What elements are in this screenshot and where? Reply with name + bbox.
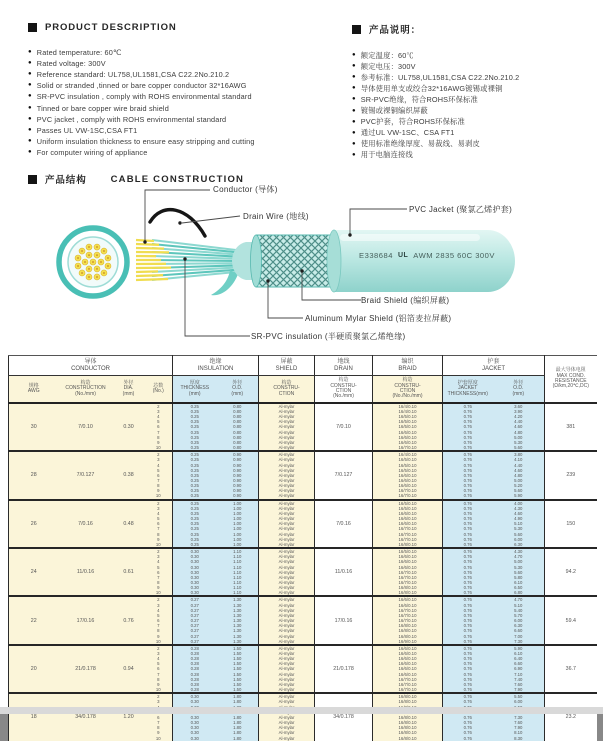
spec-table-head	[9, 356, 597, 403]
cell-braid: 16/5/0.10 16/5/0.10 16/6/0.10 16/6/0.10 16/6/0.10 16/7/0.10 16/7/0.10 16/7/0.10 16/8/0.10	[373, 500, 443, 548]
cell-shield: Al-mylar Al-mylar Al-mylar Al-mylar Al-mylar Al-mylar Al-mylar Al-mylar Al-mylar	[259, 500, 315, 548]
bullet-text: SR-PVC insulation , comply with ROHS environmental standard	[37, 92, 252, 101]
cell-construction: 21/0.178	[59, 645, 113, 693]
aluminum-mylar-label: Aluminum Mylar Shield (铝箔麦拉屏蔽)	[305, 313, 451, 324]
bullet-icon: ●	[28, 80, 32, 91]
cell-resistance: 381	[545, 403, 597, 451]
bullet-icon: ●	[28, 69, 32, 80]
cell-ins-od: 0.80 0.80 0.80 0.80 0.80 0.80 0.80 0.80 0.80	[217, 403, 259, 451]
cell-dia: 0.94	[113, 645, 145, 693]
cell-construction: 7/0.16	[59, 500, 113, 548]
product-description-cn-heading	[352, 22, 600, 36]
cell-cores: 2 3 4 5 6 7 8 9 10	[145, 596, 173, 644]
table-row-awg-28	[9, 451, 597, 499]
bullet-item	[352, 139, 600, 150]
group-header-insulation: 绝缘 INSULATION	[173, 356, 259, 376]
bullet-icon: ●	[352, 94, 356, 105]
square-bullet-icon	[352, 25, 361, 34]
product-description-section	[28, 22, 346, 158]
cell-drain: 7/0.127	[315, 451, 373, 499]
bullet-icon: ●	[352, 50, 356, 61]
cell-jacket-od: 4.30 4.70 5.00 5.30 5.60 5.80 6.10 6.50 6.80	[493, 548, 545, 596]
bullet-text: Rated temperature: 60℃	[37, 48, 122, 57]
cell-braid: 16/8/0.10 16/8/0.10 16/8/0.10 16/8/0.10 16/8/0.10 16/8/0.10 16/8/0.10	[373, 693, 443, 740]
cell-awg: 22	[9, 596, 59, 644]
cell-ins-thickness: 0.25 0.25 0.25 0.25 0.25 0.25 0.25 0.25 0.25	[173, 500, 217, 548]
table-row-awg-26	[9, 500, 597, 548]
cell-jacket-od: 4.00 4.30 4.60 4.90 5.10 5.30 5.60 6.00 6.30	[493, 500, 545, 548]
col-header-max-resistance: 最大导体电阻 MAX COND. RESISTANCE (Ω/km,20℃,DC)	[545, 356, 597, 403]
bullet-item	[352, 105, 600, 116]
cell-shield: Al-mylar Al-mylar Al-mylar Al-mylar Al-mylar Al-mylar Al-mylar Al-mylar Al-mylar	[259, 645, 315, 693]
bullet-item	[28, 58, 346, 69]
bullet-item	[28, 147, 346, 158]
cell-shield: Al-mylar Al-mylar Al-mylar Al-mylar Al-mylar Al-mylar Al-mylar Al-mylar Al-mylar	[259, 451, 315, 499]
col-header: 构造 CONSTRU- CTION	[259, 376, 315, 403]
col-header: 构造 CONSTRUCTION (No./mm)	[59, 376, 113, 403]
bullet-icon: ●	[352, 128, 356, 139]
jacket-shape	[327, 230, 515, 292]
bullet-item	[28, 114, 346, 125]
cell-drain: 21/0.178	[315, 645, 373, 693]
bullet-icon: ●	[352, 150, 356, 161]
bullet-text: Uniform insulation thickness to ensure easy stripping and cutting	[37, 137, 255, 146]
cell-ins-thickness: 0.28 0.28 0.28 0.28 0.28 0.28 0.28 0.28 0.28	[173, 645, 217, 693]
bullet-icon: ●	[352, 61, 356, 72]
bullet-item	[28, 125, 346, 136]
bullet-item	[352, 150, 600, 161]
drain-wire-label: Drain Wire (地线)	[243, 211, 309, 222]
bullet-icon: ●	[352, 72, 356, 83]
ul-mark-icon: UL	[398, 252, 408, 259]
bullet-item	[352, 50, 600, 61]
cell-awg: 20	[9, 645, 59, 693]
product-description-list	[28, 47, 346, 158]
cell-cores: 2 3 4 5 6 7 8 9 10	[145, 451, 173, 499]
bullet-text: 额定电压：300V	[361, 62, 416, 72]
cell-resistance: 94.2	[545, 548, 597, 596]
bullet-text: Passes UL VW-1SC,CSA FT1	[37, 126, 138, 135]
cell-ins-thickness: 0.25 0.25 0.25 0.25 0.25 0.25 0.25 0.25 0.25	[173, 403, 217, 451]
col-header: 构造 CONSTRU- CTION (No./mm)	[315, 376, 373, 403]
cell-awg: 24	[9, 548, 59, 596]
sr-pvc-label: SR-PVC insulation (半硬质聚氯乙烯绝缘)	[251, 331, 406, 342]
cell-ins-thickness: 0.27 0.27 0.27 0.27 0.27 0.27 0.27 0.27 0.27	[173, 596, 217, 644]
cell-ins-thickness: 0.30 0.30 0.30 0.30 0.30 0.30 0.30	[173, 693, 217, 740]
col-header: 外径 DIA. (mm)	[113, 376, 145, 403]
cell-braid: 16/6/0.10 16/6/0.10 16/6/0.10 16/6/0.10 16/6/0.10 16/6/0.10 16/7/0.10 16/7/0.10 16/7/0.10	[373, 645, 443, 693]
cell-cores: 2 3 6 7 8 9 10	[145, 693, 173, 740]
cell-braid: 16/6/0.10 16/6/0.10 16/7/0.10 16/7/0.10 16/7/0.10 16/8/0.10 16/8/0.10 16/8/0.10 16/9/0.10	[373, 596, 443, 644]
cell-awg: 30	[9, 403, 59, 451]
cell-ins-od: 1.00 1.00 1.00 1.00 1.00 1.00 1.00 1.00 1.00	[217, 500, 259, 548]
cell-cores: 2 3 4 5 6 7 8 9 10	[145, 548, 173, 596]
cell-ins-od: 0.90 0.90 0.90 0.90 0.90 0.90 0.90 0.90 0.90	[217, 451, 259, 499]
cell-jacket-thickness: 0.76 0.76 0.76 0.76 0.76 0.76 0.76 0.76 0.76	[443, 645, 493, 693]
bullet-item	[352, 117, 600, 128]
cell-drain: 34/0.178	[315, 693, 373, 740]
table-row-awg-20	[9, 645, 597, 693]
cross-section	[59, 228, 127, 296]
bullet-text: PVC护套，符合ROHS环保标准	[361, 117, 465, 127]
product-description-title: PRODUCT DESCRIPTION	[45, 22, 177, 33]
table-row-awg-22	[9, 596, 597, 644]
bullet-text: Solid or stranded ,tinned or bare copper conductor 32*16AWG	[37, 81, 247, 90]
cell-jacket-od: 3.80 4.10 4.40 4.60 4.80 5.00 5.20 5.60 5.90	[493, 451, 545, 499]
spec-table	[8, 355, 597, 741]
col-header: 厚度 THICKNESS (mm)	[173, 376, 217, 403]
page-bottom-strip	[0, 707, 603, 714]
table-row-awg-18	[9, 693, 597, 740]
col-header: 外径 O.D. (mm)	[217, 376, 259, 403]
cell-construction: 11/0.16	[59, 548, 113, 596]
cable-diagram	[0, 178, 603, 350]
cell-ins-thickness: 0.30 0.30 0.30 0.30 0.30 0.30 0.30 0.30 0.30	[173, 548, 217, 596]
bullet-icon: ●	[352, 117, 356, 128]
cell-cores: 2 3 4 5 6 7 8 9 10	[145, 645, 173, 693]
cell-dia: 0.61	[113, 548, 145, 596]
bullet-icon: ●	[28, 91, 32, 102]
col-header: 护套厚度 JACKET THICKNESS(mm)	[443, 376, 493, 403]
bullet-icon: ●	[352, 106, 356, 117]
bullet-icon: ●	[28, 125, 32, 136]
cell-shield: Al-mylar Al-mylar Al-mylar Al-mylar Al-mylar Al-mylar Al-mylar	[259, 693, 315, 740]
cell-drain: 7/0.16	[315, 500, 373, 548]
cell-construction: 17/0.16	[59, 596, 113, 644]
col-header: 构造 CONSTRU- CTION (No./No./mm)	[373, 376, 443, 403]
cell-awg: 28	[9, 451, 59, 499]
bullet-icon: ●	[28, 136, 32, 147]
cell-jacket-od: 5.90 6.10 6.40 6.60 6.90 7.10 7.40 7.60 7.90	[493, 645, 545, 693]
bullet-text: 参考标准：UL758,UL1581,CSA C22.2No.210.2	[361, 73, 520, 83]
cell-resistance: 59.4	[545, 596, 597, 644]
cell-resistance: 36.7	[545, 645, 597, 693]
bullet-text: SR-PVC绝缘，符合ROHS环保标准	[361, 95, 478, 105]
cell-jacket-thickness: 0.76 0.76 0.76 0.76 0.76 0.76 0.76 0.76 0.76	[443, 500, 493, 548]
drain-wire-shape	[150, 210, 205, 236]
cell-dia: 0.30	[113, 403, 145, 451]
bullet-item	[28, 47, 346, 58]
cell-resistance: 239	[545, 451, 597, 499]
cell-ins-thickness: 0.25 0.25 0.25 0.25 0.25 0.25 0.25 0.25 0.25	[173, 451, 217, 499]
cell-shield: Al-mylar Al-mylar Al-mylar Al-mylar Al-mylar Al-mylar Al-mylar Al-mylar Al-mylar	[259, 548, 315, 596]
bullet-text: 使用标准绝缘厚度、易裁线、易剥皮	[361, 139, 480, 149]
cell-jacket-od: 4.70 5.10 5.40 5.70 6.00 6.30 6.60 7.00 7.30	[493, 596, 545, 644]
cell-resistance: 150	[545, 500, 597, 548]
bullet-text: 导体使用单支或绞合32*16AWG镀锡或裸铜	[361, 84, 503, 94]
insulated-wires	[152, 240, 236, 280]
group-header-shield: 屏蔽 SHIELD	[259, 356, 315, 376]
bullet-item	[28, 69, 346, 80]
pvc-jacket-label: PVC Jacket (聚氯乙烯护套)	[409, 204, 512, 215]
cell-resistance: 23.2	[545, 693, 597, 740]
conductor-label: Conductor (导体)	[213, 184, 278, 195]
cell-jacket-thickness: 0.76 0.76 0.76 0.76 0.76 0.76 0.76 0.76 0.76	[443, 451, 493, 499]
product-description-heading	[28, 22, 346, 33]
group-header-braid: 编织 BRAID	[373, 356, 443, 376]
cell-braid: 16/4/0.10 16/4/0.10 16/5/0.10 16/5/0.10 16/5/0.10 16/6/0.10 16/6/0.10 16/6/0.10 16/7/0.10	[373, 403, 443, 451]
cell-drain: 7/0.10	[315, 403, 373, 451]
bullet-item	[28, 80, 346, 91]
cell-construction: 7/0.127	[59, 451, 113, 499]
cell-dia: 1.20	[113, 693, 145, 740]
cell-drain: 11/0.16	[315, 548, 373, 596]
cell-shield: Al-mylar Al-mylar Al-mylar Al-mylar Al-mylar Al-mylar Al-mylar Al-mylar Al-mylar	[259, 596, 315, 644]
cell-jacket-od: 5.50 6.00 7.30 7.60 7.90 8.10 8.30	[493, 693, 545, 740]
spec-table-body	[9, 403, 597, 741]
braid-shield-label: Braid Shield (编织屏蔽)	[361, 295, 449, 306]
cable-marking	[337, 251, 517, 260]
bullet-icon: ●	[352, 83, 356, 94]
group-header-conductor: 导体 CONDUCTOR	[9, 356, 173, 376]
bullet-item	[352, 72, 600, 83]
cell-shield: Al-mylar Al-mylar Al-mylar Al-mylar Al-mylar Al-mylar Al-mylar Al-mylar Al-mylar	[259, 403, 315, 451]
construction-heading-en: CABLE CONSTRUCTION	[111, 174, 245, 185]
bullet-icon: ●	[28, 147, 32, 158]
bullet-text: Reference standard: UL758,UL1581,CSA C22.2No.210.2	[37, 70, 229, 79]
bullet-icon: ●	[28, 103, 32, 114]
col-header: 芯数 (No.)	[145, 376, 173, 403]
bullet-icon: ●	[28, 114, 32, 125]
bullet-icon: ●	[352, 139, 356, 150]
cell-cores: 2 3 4 5 6 7 8 9 10	[145, 403, 173, 451]
cell-awg: 18	[9, 693, 59, 740]
product-description-cn-list	[352, 50, 600, 161]
cell-cores: 2 3 4 5 6 7 8 9 10	[145, 500, 173, 548]
product-description-cn-section	[352, 22, 600, 161]
cell-braid: 16/4/0.10 16/5/0.10 16/5/0.10 16/5/0.10 16/6/0.10 16/6/0.10 16/6/0.10 16/7/0.10 16/7/0.10	[373, 451, 443, 499]
col-header: 外径 O.D. (mm)	[493, 376, 545, 403]
bullet-text: 通过UL VW-1SC、CSA FT1	[361, 128, 455, 138]
table-row-awg-24	[9, 548, 597, 596]
marking-spec: AWM 2835 60C 300V	[413, 251, 495, 260]
group-header-jacket: 护套 JACKET	[443, 356, 545, 376]
bullet-text: 用于电脑连接线	[361, 150, 413, 160]
cell-dia: 0.48	[113, 500, 145, 548]
bullet-item	[28, 91, 346, 102]
product-description-cn-title: 产品说明：	[369, 22, 421, 36]
cell-jacket-thickness: 0.76 0.76 0.76 0.76 0.76 0.76 0.76	[443, 693, 493, 740]
bullet-text: 额定温度：60℃	[361, 51, 414, 61]
bullet-item	[352, 128, 600, 139]
col-header: 规格 AWG	[9, 376, 59, 403]
cell-jacket-thickness: 0.76 0.76 0.76 0.76 0.76 0.76 0.76 0.76 0.76	[443, 548, 493, 596]
bullet-text: PVC jacket , comply with ROHS environmental standard	[37, 115, 226, 124]
cell-drain: 17/0.16	[315, 596, 373, 644]
marking-cert-number: E338684	[359, 251, 393, 260]
bullet-item	[352, 61, 600, 72]
bullet-icon: ●	[28, 58, 32, 69]
square-bullet-icon	[28, 23, 37, 32]
construction-heading-cn: 产品结构	[45, 172, 87, 186]
cell-ins-od: 1.30 1.30 1.30 1.30 1.30 1.30 1.30 1.30 1.30	[217, 596, 259, 644]
bullet-icon: ●	[28, 47, 32, 58]
bullet-text: Rated voltage: 300V	[37, 59, 106, 68]
cell-awg: 26	[9, 500, 59, 548]
cell-construction: 34/0.178	[59, 693, 113, 740]
braid-section	[251, 235, 341, 287]
bullet-item	[28, 102, 346, 113]
cell-ins-od: 1.80 1.80 1.80 1.80 1.80 1.80 1.80	[217, 693, 259, 740]
cell-jacket-thickness: 0.76 0.76 0.76 0.76 0.76 0.76 0.76 0.76 0.76	[443, 596, 493, 644]
cell-dia: 0.76	[113, 596, 145, 644]
cell-dia: 0.38	[113, 451, 145, 499]
cell-jacket-thickness: 0.76 0.76 0.76 0.76 0.76 0.76 0.76 0.76 0.76	[443, 403, 493, 451]
cell-jacket-od: 3.60 3.90 4.20 4.40 4.60 4.80 5.00 5.30 5.60	[493, 403, 545, 451]
cell-braid: 16/5/0.10 16/6/0.10 16/6/0.10 16/6/0.10 16/7/0.10 16/7/0.10 16/7/0.10 16/8/0.10 16/8/0.10	[373, 548, 443, 596]
bullet-item	[352, 83, 600, 94]
bullet-item	[28, 136, 346, 147]
cell-construction: 7/0.10	[59, 403, 113, 451]
group-header-drain: 地线 DRAIN	[315, 356, 373, 376]
cell-ins-od: 1.50 1.50 1.50 1.50 1.50 1.50 1.50 1.50 1.50	[217, 645, 259, 693]
bullet-text: 镀锡或裸铜编织屏蔽	[361, 106, 428, 116]
cell-ins-od: 1.10 1.10 1.10 1.10 1.10 1.10 1.10 1.10 1.10	[217, 548, 259, 596]
table-row-awg-30	[9, 403, 597, 451]
bullet-text: For computer wiring of appliance	[37, 148, 148, 157]
bullet-text: Tinned or bare copper wire braid shield	[37, 104, 169, 113]
bullet-item	[352, 94, 600, 105]
